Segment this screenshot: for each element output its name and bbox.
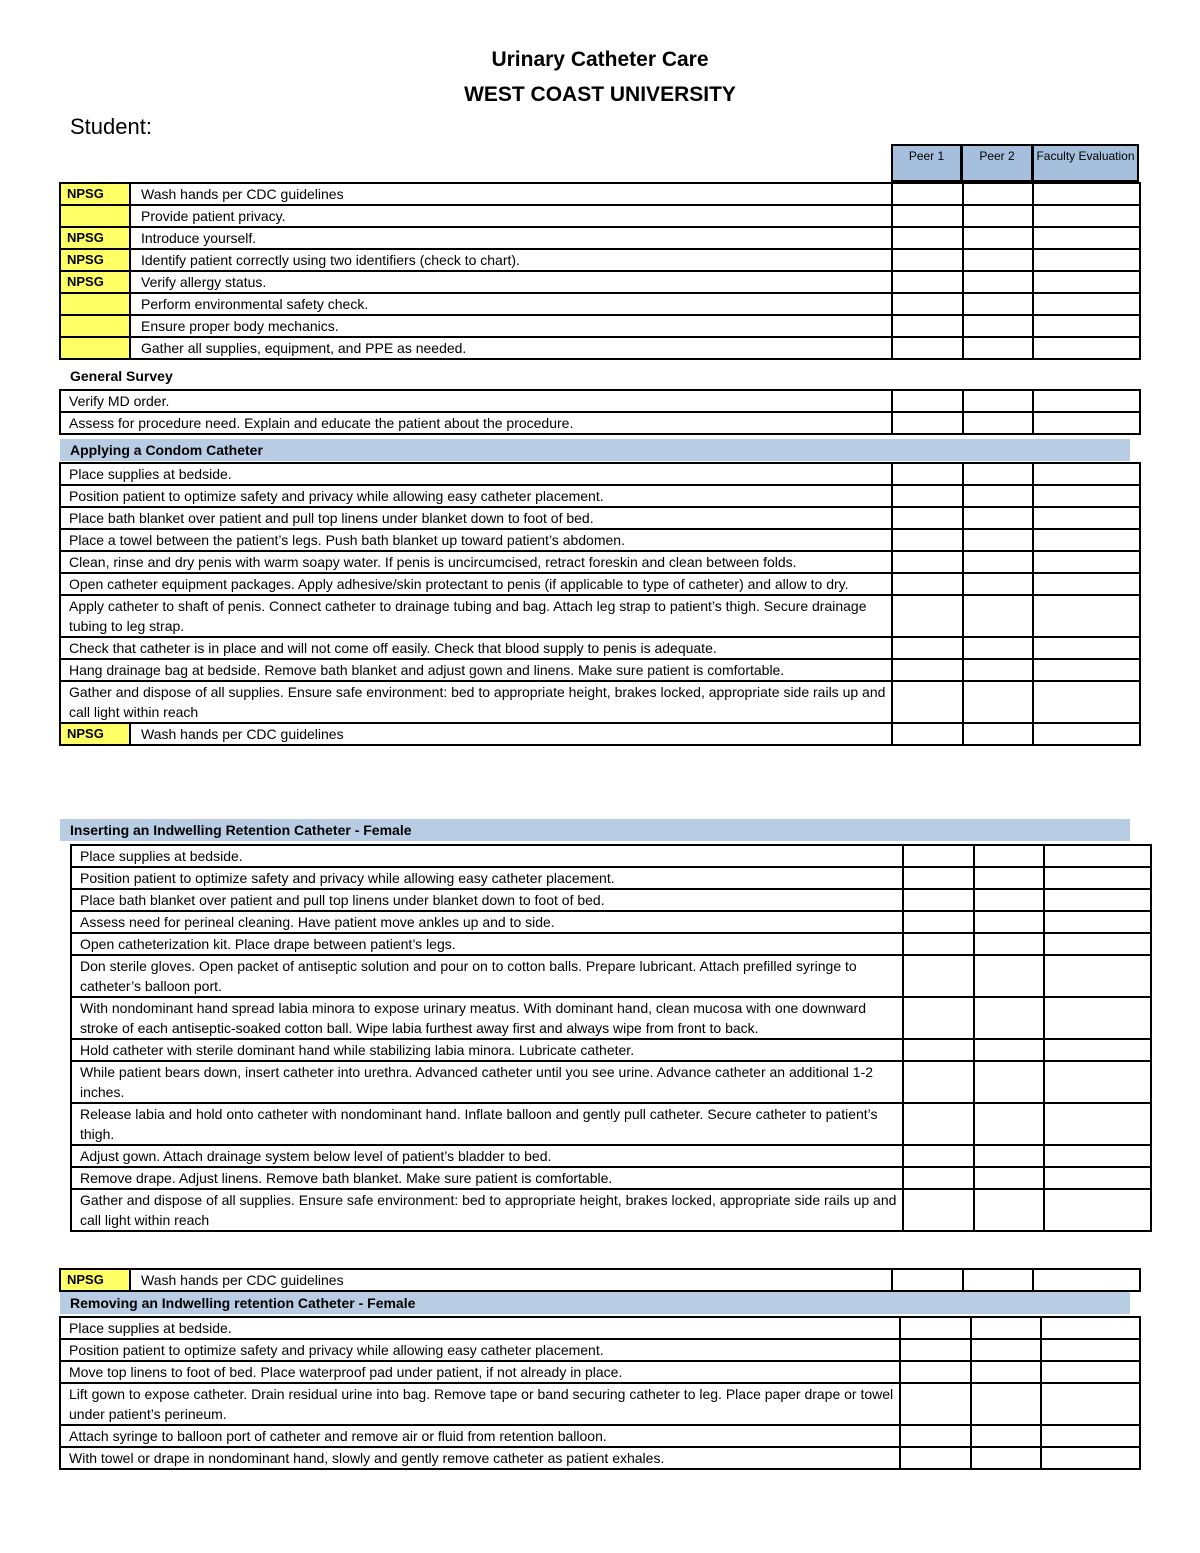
peer2-cell[interactable] (971, 1425, 1041, 1447)
step-text: Gather and dispose of all supplies. Ensure safe environment: bed to appropriate height, brakes locked, appropriate side rails up and call light within reach (60, 681, 892, 723)
faculty-cell[interactable] (1033, 337, 1140, 359)
step-text: Perform environmental safety check. (130, 293, 892, 315)
checklist-row (71, 911, 1151, 933)
step-text: Position patient to optimize safety and privacy while allowing easy catheter placement. (60, 1339, 900, 1361)
peer1-cell[interactable] (903, 1145, 974, 1167)
checklist-row (60, 1361, 1140, 1383)
npsg-badge: NPSG (60, 1269, 130, 1291)
faculty-cell[interactable] (1033, 723, 1140, 745)
npsg-badge-blank (60, 337, 130, 359)
peer1-cell[interactable] (900, 1383, 971, 1425)
peer1-cell[interactable] (892, 637, 963, 659)
peer2-cell[interactable] (974, 911, 1044, 933)
insert-female-closing-table (59, 1268, 1141, 1292)
peer1-cell[interactable] (892, 723, 963, 745)
peer1-cell[interactable] (903, 1061, 974, 1103)
step-text: Adjust gown. Attach drainage system below level of patient’s bladder to bed. (71, 1145, 903, 1167)
faculty-cell[interactable] (1044, 1189, 1151, 1231)
section-heading-insert-female: Inserting an Indwelling Retention Catheter - Female (60, 819, 1130, 841)
npsg-badge: NPSG (60, 249, 130, 271)
checklist-row (71, 845, 1151, 867)
peer1-cell[interactable] (903, 889, 974, 911)
checklist-row (60, 205, 1140, 227)
peer2-cell[interactable] (974, 867, 1044, 889)
checklist-row (60, 463, 1140, 485)
peer1-cell[interactable] (903, 997, 974, 1039)
peer1-cell[interactable] (892, 551, 963, 573)
step-text: Apply catheter to shaft of penis. Connect catheter to drainage tubing and bag. Attach leg strap to patient’s thigh. Secure drainage tubing to leg strap. (60, 595, 892, 637)
peer1-cell[interactable] (892, 529, 963, 551)
column-peer1: Peer 1 (891, 144, 962, 182)
step-text: Place supplies at bedside. (60, 463, 892, 485)
step-text: With nondominant hand spread labia minora to expose urinary meatus. With dominant hand, clean mucosa with one downward stroke of each antiseptic-soaked cotton ball. Wipe labia furthest away first and always wipe from front to back. (71, 997, 903, 1039)
peer1-cell[interactable] (892, 573, 963, 595)
faculty-cell[interactable] (1041, 1317, 1140, 1339)
checklist-row (60, 315, 1140, 337)
checklist-row (60, 227, 1140, 249)
peer2-cell[interactable] (963, 551, 1033, 573)
page-title: Urinary Catheter Care (491, 48, 709, 71)
peer2-cell[interactable] (974, 1167, 1044, 1189)
peer2-cell[interactable] (963, 1269, 1033, 1291)
checklist-row (71, 933, 1151, 955)
faculty-cell[interactable] (1044, 933, 1151, 955)
peer1-cell[interactable] (892, 183, 963, 205)
peer2-cell[interactable] (963, 227, 1033, 249)
student-label: Student: (70, 114, 152, 139)
checklist-row (60, 595, 1140, 637)
peer2-cell[interactable] (963, 412, 1033, 434)
section-heading-remove-female: Removing an Indwelling retention Catheter - Female (60, 1292, 1130, 1314)
university-name: WEST COAST UNIVERSITY (464, 83, 736, 106)
npsg-badge: NPSG (60, 723, 130, 745)
peer2-cell[interactable] (963, 637, 1033, 659)
faculty-cell[interactable] (1044, 1061, 1151, 1103)
checklist-row (60, 659, 1140, 681)
peer1-cell[interactable] (892, 485, 963, 507)
step-text: Assess for procedure need. Explain and educate the patient about the procedure. (60, 412, 892, 434)
faculty-cell[interactable] (1041, 1425, 1140, 1447)
faculty-cell[interactable] (1033, 659, 1140, 681)
step-text: Verify MD order. (60, 390, 892, 412)
checklist-row (60, 337, 1140, 359)
step-text: Assess need for perineal cleaning. Have patient move ankles up and to side. (71, 911, 903, 933)
checklist-row (60, 507, 1140, 529)
checklist-row (60, 390, 1140, 412)
step-text: Place a towel between the patient’s legs. Push bath blanket up toward patient’s abdomen. (60, 529, 892, 551)
checklist-row (60, 183, 1140, 205)
peer2-cell[interactable] (963, 595, 1033, 637)
checklist-row (60, 1447, 1140, 1469)
faculty-cell[interactable] (1033, 205, 1140, 227)
faculty-cell[interactable] (1044, 1103, 1151, 1145)
faculty-cell[interactable] (1033, 529, 1140, 551)
peer2-cell[interactable] (963, 485, 1033, 507)
faculty-cell[interactable] (1033, 412, 1140, 434)
peer2-cell[interactable] (971, 1339, 1041, 1361)
peer2-cell[interactable] (963, 507, 1033, 529)
peer1-cell[interactable] (892, 390, 963, 412)
checklist-row (60, 1317, 1140, 1339)
peer2-cell[interactable] (963, 529, 1033, 551)
peer1-cell[interactable] (892, 1269, 963, 1291)
checklist-row (60, 412, 1140, 434)
peer1-cell[interactable] (892, 507, 963, 529)
column-peer2: Peer 2 (961, 144, 1033, 182)
faculty-cell[interactable] (1044, 867, 1151, 889)
npsg-badge-blank (60, 205, 130, 227)
step-text: With towel or drape in nondominant hand, slowly and gently remove catheter as patient exhales. (60, 1447, 900, 1469)
checklist-row (60, 637, 1140, 659)
step-text: Place bath blanket over patient and pull top linens under blanket down to foot of bed. (71, 889, 903, 911)
peer1-cell[interactable] (892, 681, 963, 723)
faculty-cell[interactable] (1041, 1447, 1140, 1469)
checklist-row (71, 1103, 1151, 1145)
checklist-row (60, 485, 1140, 507)
peer1-cell[interactable] (892, 315, 963, 337)
peer2-cell[interactable] (974, 933, 1044, 955)
step-text: Check that catheter is in place and will not come off easily. Check that blood supply to penis is adequate. (60, 637, 892, 659)
peer2-cell[interactable] (963, 249, 1033, 271)
faculty-cell[interactable] (1033, 463, 1140, 485)
step-text: Wash hands per CDC guidelines (130, 723, 892, 745)
faculty-cell[interactable] (1044, 1145, 1151, 1167)
faculty-cell[interactable] (1044, 1039, 1151, 1061)
peer1-cell[interactable] (892, 293, 963, 315)
peer2-cell[interactable] (963, 463, 1033, 485)
faculty-cell[interactable] (1033, 637, 1140, 659)
peer2-cell[interactable] (971, 1447, 1041, 1469)
faculty-cell[interactable] (1033, 485, 1140, 507)
insert-female-table (70, 844, 1152, 1232)
peer2-cell[interactable] (974, 845, 1044, 867)
step-text: Hold catheter with sterile dominant hand while stabilizing labia minora. Lubricate catheter. (71, 1039, 903, 1061)
peer1-cell[interactable] (892, 463, 963, 485)
peer1-cell[interactable] (892, 659, 963, 681)
peer1-cell[interactable] (903, 1103, 974, 1145)
checklist-row (60, 271, 1140, 293)
faculty-cell[interactable] (1033, 183, 1140, 205)
peer1-cell[interactable] (903, 933, 974, 955)
section-heading-condom-catheter: Applying a Condom Catheter (60, 439, 1130, 461)
peer1-cell[interactable] (903, 1189, 974, 1231)
peer2-cell[interactable] (971, 1383, 1041, 1425)
step-text: Position patient to optimize safety and privacy while allowing easy catheter placement. (60, 485, 892, 507)
npsg-badge: NPSG (60, 227, 130, 249)
peer2-cell[interactable] (963, 205, 1033, 227)
step-text: Lift gown to expose catheter. Drain residual urine into bag. Remove tape or band securing catheter to leg. Place paper drape or towel under patient’s perineum. (60, 1383, 900, 1425)
faculty-cell[interactable] (1033, 227, 1140, 249)
peer2-cell[interactable] (963, 723, 1033, 745)
faculty-cell[interactable] (1033, 595, 1140, 637)
faculty-cell[interactable] (1033, 249, 1140, 271)
step-text: Don sterile gloves. Open packet of antiseptic solution and pour on to cotton balls. Prepare lubricant. Attach prefilled syringe to catheter’s balloon port. (71, 955, 903, 997)
checklist-row (71, 1061, 1151, 1103)
checklist-row (71, 1167, 1151, 1189)
checklist-row (60, 1383, 1140, 1425)
step-text: Ensure proper body mechanics. (130, 315, 892, 337)
checklist-row (71, 867, 1151, 889)
remove-female-table (59, 1316, 1141, 1470)
peer1-cell[interactable] (892, 412, 963, 434)
step-text: Clean, rinse and dry penis with warm soapy water. If penis is uncircumcised, retract foreskin and clean between folds. (60, 551, 892, 573)
general-survey-table (59, 389, 1141, 435)
peer1-cell[interactable] (900, 1339, 971, 1361)
step-text: Remove drape. Adjust linens. Remove bath blanket. Make sure patient is comfortable. (71, 1167, 903, 1189)
column-faculty-evaluation: Faculty Evaluation (1032, 144, 1139, 182)
step-text: Wash hands per CDC guidelines (130, 1269, 892, 1291)
step-text: Open catheterization kit. Place drape between patient’s legs. (71, 933, 903, 955)
step-text: Open catheter equipment packages. Apply adhesive/skin protectant to penis (if applicable to type of catheter) and allow to dry. (60, 573, 892, 595)
peer1-cell[interactable] (903, 955, 974, 997)
peer2-cell[interactable] (963, 183, 1033, 205)
prep-table (59, 182, 1141, 360)
step-text: While patient bears down, insert catheter into urethra. Advanced catheter until you see urine. Advance catheter an additional 1-2 inches. (71, 1061, 903, 1103)
faculty-cell[interactable] (1044, 911, 1151, 933)
step-text: Gather and dispose of all supplies. Ensure safe environment: bed to appropriate height, brakes locked, appropriate side rails up and call light within reach (71, 1189, 903, 1231)
npsg-badge-blank (60, 315, 130, 337)
peer2-cell[interactable] (963, 337, 1033, 359)
faculty-cell[interactable] (1041, 1361, 1140, 1383)
peer1-cell[interactable] (903, 845, 974, 867)
step-text: Move top linens to foot of bed. Place waterproof pad under patient, if not already in place. (60, 1361, 900, 1383)
step-text: Verify allergy status. (130, 271, 892, 293)
peer2-cell[interactable] (974, 1145, 1044, 1167)
faculty-cell[interactable] (1044, 1167, 1151, 1189)
faculty-cell[interactable] (1033, 315, 1140, 337)
peer2-cell[interactable] (963, 293, 1033, 315)
step-text: Provide patient privacy. (130, 205, 892, 227)
peer1-cell[interactable] (903, 1039, 974, 1061)
condom-catheter-table (59, 462, 1141, 746)
section-heading-general-survey: General Survey (70, 368, 173, 384)
checklist-row (71, 1039, 1151, 1061)
peer2-cell[interactable] (974, 1189, 1044, 1231)
npsg-badge: NPSG (60, 183, 130, 205)
checklist-row (60, 573, 1140, 595)
peer1-cell[interactable] (903, 911, 974, 933)
peer2-cell[interactable] (974, 997, 1044, 1039)
faculty-cell[interactable] (1044, 997, 1151, 1039)
faculty-cell[interactable] (1033, 507, 1140, 529)
step-text: Identify patient correctly using two identifiers (check to chart). (130, 249, 892, 271)
checklist-row (71, 889, 1151, 911)
step-text: Place bath blanket over patient and pull top linens under blanket down to foot of bed. (60, 507, 892, 529)
faculty-cell[interactable] (1033, 551, 1140, 573)
npsg-badge: NPSG (60, 271, 130, 293)
peer2-cell[interactable] (963, 573, 1033, 595)
peer1-cell[interactable] (892, 227, 963, 249)
faculty-cell[interactable] (1044, 845, 1151, 867)
peer2-cell[interactable] (963, 390, 1033, 412)
peer2-cell[interactable] (971, 1361, 1041, 1383)
checklist-row (71, 955, 1151, 997)
faculty-cell[interactable] (1041, 1339, 1140, 1361)
peer1-cell[interactable] (903, 1167, 974, 1189)
peer1-cell[interactable] (892, 337, 963, 359)
step-text: Wash hands per CDC guidelines (130, 183, 892, 205)
peer2-cell[interactable] (974, 1061, 1044, 1103)
peer1-cell[interactable] (900, 1447, 971, 1469)
peer1-cell[interactable] (900, 1425, 971, 1447)
faculty-cell[interactable] (1033, 681, 1140, 723)
peer1-cell[interactable] (903, 867, 974, 889)
faculty-cell[interactable] (1033, 293, 1140, 315)
step-text: Place supplies at bedside. (71, 845, 903, 867)
peer2-cell[interactable] (963, 271, 1033, 293)
faculty-cell[interactable] (1041, 1383, 1140, 1425)
peer2-cell[interactable] (971, 1317, 1041, 1339)
faculty-cell[interactable] (1033, 390, 1140, 412)
faculty-cell[interactable] (1033, 1269, 1140, 1291)
peer2-cell[interactable] (974, 1103, 1044, 1145)
peer1-cell[interactable] (892, 271, 963, 293)
step-text: Hang drainage bag at bedside. Remove bath blanket and adjust gown and linens. Make sure patient is comfortable. (60, 659, 892, 681)
step-text: Release labia and hold onto catheter with nondominant hand. Inflate balloon and gently pull catheter. Secure catheter to patient’s thigh. (71, 1103, 903, 1145)
checklist-row (60, 551, 1140, 573)
step-text: Gather all supplies, equipment, and PPE as needed. (130, 337, 892, 359)
checklist-row (60, 1339, 1140, 1361)
step-text: Position patient to optimize safety and privacy while allowing easy catheter placement. (71, 867, 903, 889)
peer1-cell[interactable] (892, 249, 963, 271)
faculty-cell[interactable] (1033, 271, 1140, 293)
checklist-row (60, 723, 1140, 745)
checklist-row (71, 1189, 1151, 1231)
faculty-cell[interactable] (1033, 573, 1140, 595)
checklist-row (60, 293, 1140, 315)
peer2-cell[interactable] (974, 889, 1044, 911)
faculty-cell[interactable] (1044, 955, 1151, 997)
checklist-row (71, 997, 1151, 1039)
peer1-cell[interactable] (892, 205, 963, 227)
peer1-cell[interactable] (892, 595, 963, 637)
step-text: Attach syringe to balloon port of catheter and remove air or fluid from retention balloon. (60, 1425, 900, 1447)
peer1-cell[interactable] (900, 1361, 971, 1383)
checklist-row (60, 1269, 1140, 1291)
peer2-cell[interactable] (963, 659, 1033, 681)
checklist-row (71, 1145, 1151, 1167)
step-text: Introduce yourself. (130, 227, 892, 249)
npsg-badge-blank (60, 293, 130, 315)
checklist-row (60, 1425, 1140, 1447)
checklist-row (60, 529, 1140, 551)
checklist-row (60, 681, 1140, 723)
peer1-cell[interactable] (900, 1317, 971, 1339)
faculty-cell[interactable] (1044, 889, 1151, 911)
peer2-cell[interactable] (974, 955, 1044, 997)
peer2-cell[interactable] (963, 315, 1033, 337)
peer2-cell[interactable] (963, 681, 1033, 723)
peer2-cell[interactable] (974, 1039, 1044, 1061)
checklist-row (60, 249, 1140, 271)
step-text: Place supplies at bedside. (60, 1317, 900, 1339)
